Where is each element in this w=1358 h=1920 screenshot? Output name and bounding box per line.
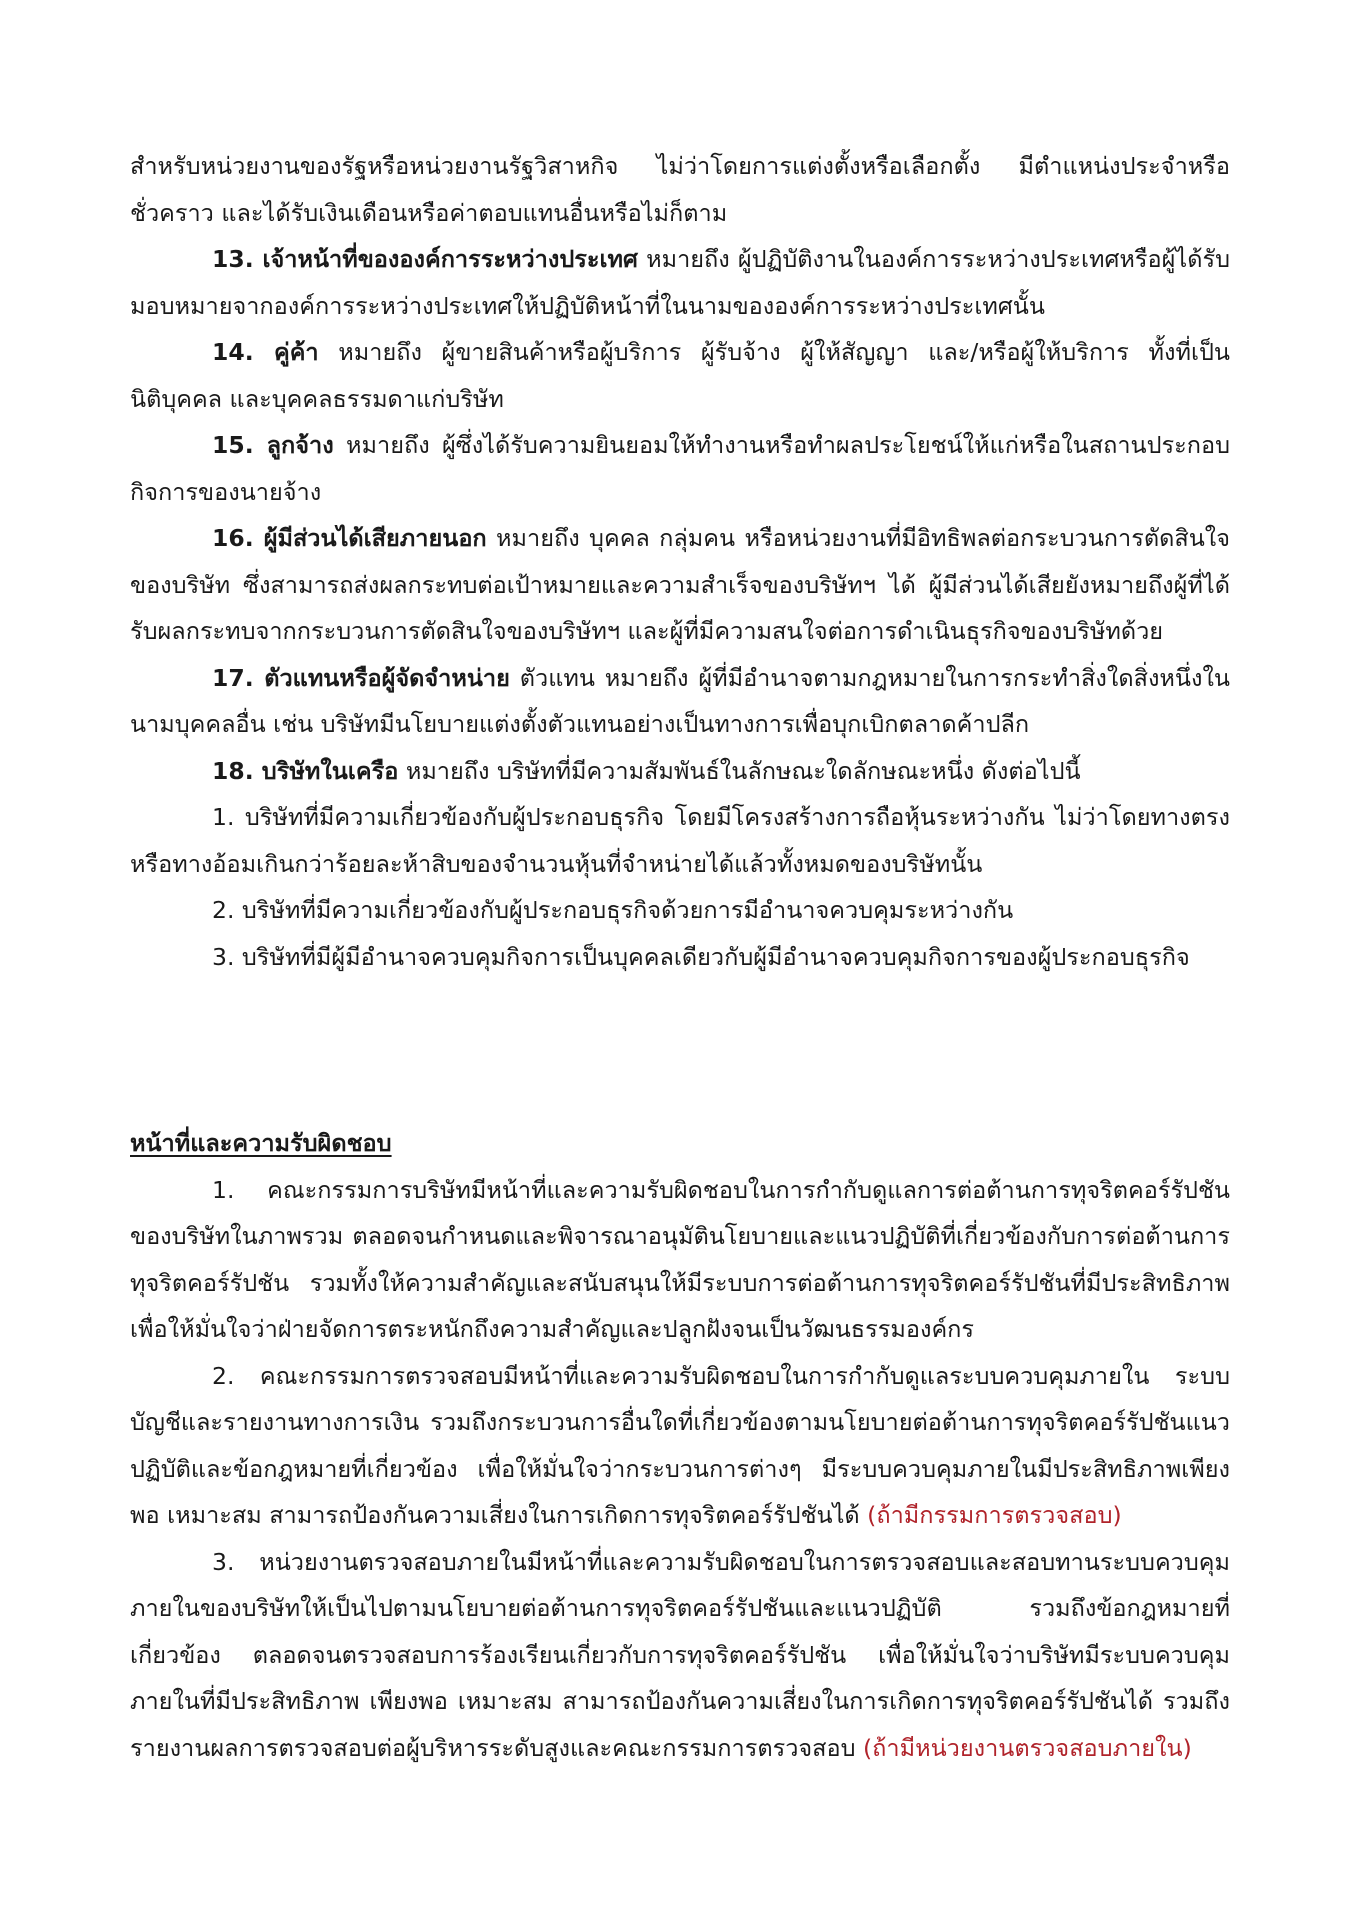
document-page bbox=[130, 143, 1230, 1771]
duty-item-2 bbox=[130, 1353, 1230, 1539]
definition-term: 14. คู่ค้า bbox=[212, 338, 319, 366]
duties-heading: หน้าที่และความรับผิดชอบ bbox=[130, 1129, 392, 1157]
definition-text: หมายถึง ผู้ปฏิบัติงานในองค์การระหว่างประเทศหรือผู้ได้รับมอบหมายจากองค์การระหว่างประเทศให้ปฏิบัติหน้าที่ในนามขององค์การระหว่างประเทศนั้น bbox=[130, 245, 1230, 320]
definition-text: หมายถึง ผู้ซึ่งได้รับความยินยอมให้ทำงานหรือทำผลประโยชน์ให้แก่หรือในสถานประกอบกิจการของนายจ้าง bbox=[130, 431, 1230, 506]
definition-term: 16. ผู้มีส่วนได้เสียภายนอก bbox=[212, 524, 487, 552]
definition-14 bbox=[130, 329, 1230, 422]
definition-18 bbox=[130, 748, 1230, 795]
duty-note: (ถ้ามีหน่วยงานตรวจสอบภายใน) bbox=[863, 1733, 1192, 1762]
definition-17 bbox=[130, 655, 1230, 748]
definition-term: 15. ลูกจ้าง bbox=[212, 431, 334, 459]
definition-text: หมายถึง บริษัทที่มีความสัมพันธ์ในลักษณะใดลักษณะหนึ่ง ดังต่อไปนี้ bbox=[398, 756, 1081, 785]
definition-text: ตัวแทน หมายถึง ผู้ที่มีอำนาจตามกฎหมายในการกระทำสิ่งใดสิ่งหนึ่งในนามบุคคลอื่น เช่น บริษัทมีนโยบายแต่งตั้งตัวแทนอย่างเป็นทางการเพื่อบุกเบิกตลาดค้าปลีก bbox=[130, 663, 1230, 738]
definition-text: หมายถึง ผู้ขายสินค้าหรือผู้บริการ ผู้รับจ้าง ผู้ให้สัญญา และ/หรือผู้ให้บริการ ทั้งที่เป็นนิติบุคคล และบุคคลธรรมดาแก่บริษัท bbox=[130, 338, 1230, 413]
definition-term: 13. เจ้าหน้าที่ขององค์การระหว่างประเทศ bbox=[212, 245, 638, 273]
affiliate-subitem-2: 2. บริษัทที่มีความเกี่ยวข้องกับผู้ประกอบธุรกิจด้วยการมีอำนาจควบคุมระหว่างกัน bbox=[212, 896, 1014, 924]
section-spacer bbox=[130, 980, 1230, 1120]
duty-note: (ถ้ามีกรรมการตรวจสอบ) bbox=[867, 1501, 1122, 1529]
definition-16 bbox=[130, 515, 1230, 655]
definition-continuation: สำหรับหน่วยงานของรัฐหรือหน่วยงานรัฐวิสาหกิจ ไม่ว่าโดยการแต่งตั้งหรือเลือกตั้ง มีตำแหน่งประจำหรือชั่วคราว และได้รับเงินเดือนหรือค่าตอบแทนอื่นหรือไม่ก็ตาม bbox=[130, 152, 1230, 227]
definition-13 bbox=[130, 236, 1230, 329]
affiliate-subitem-3: 3. บริษัทที่มีผู้มีอำนาจควบคุมกิจการเป็นบุคคลเดียวกับผู้มีอำนาจควบคุมกิจการของผู้ประกอบธุรกิจ bbox=[212, 942, 1190, 971]
definition-15 bbox=[130, 422, 1230, 515]
definition-text: หมายถึง บุคคล กลุ่มคน หรือหน่วยงานที่มีอิทธิพลต่อกระบวนการตัดสินใจของบริษัท ซึ่งสามารถส่งผลกระทบต่อเป้าหมายและความสำเร็จของบริษัทฯ ได้ ผู้มีส่วนได้เสียยังหมายถึงผู้ที่ได้รับผลกระทบจากกระบวนการตัดสินใจของบริษัทฯ และผู้ที่มีความสนใจต่อการดำเนินธุรกิจของบริษัทด้วย bbox=[130, 524, 1230, 645]
duty-text: 3. หน่วยงานตรวจสอบภายในมีหน้าที่และความรับผิดชอบในการตรวจสอบและสอบทานระบบควบคุมภายในของบริษัทให้เป็นไปตามนโยบายต่อต้านการทุจริตคอร์รัปชันและแนวปฏิบัติ รวมถึงข้อกฎหมายที่เกี่ยวข้อง ตลอดจนตรวจสอบการร้องเรียนเกี่ยวกับการทุจริตคอร์รัปชัน เพื่อให้มั่นใจว่าบริษัทมีระบบควบคุมภายในที่มีประสิทธิภาพ เพียงพอ เหมาะสม สามารถป้องกันความเสี่ยงในการเกิดการทุจริตคอร์รัปชันได้ รวมถึงรายงานผลการตรวจสอบต่อผู้บริหารระดับสูงและคณะกรรมการตรวจสอบ bbox=[130, 1547, 1230, 1762]
duty-item-1 bbox=[130, 1167, 1230, 1353]
definition-term: 17. ตัวแทนหรือผู้จัดจำหน่าย bbox=[212, 663, 510, 692]
duty-item-3 bbox=[130, 1539, 1230, 1772]
duty-text: 1. คณะกรรมการบริษัทมีหน้าที่และความรับผิดชอบในการกำกับดูแลการต่อต้านการทุจริตคอร์รัปชันของบริษัทในภาพรวม ตลอดจนกำหนดและพิจารณาอนุมัตินโยบายและแนวปฏิบัติที่เกี่ยวข้องกับการต่อต้านการทุจริตคอร์รัปชัน รวมทั้งให้ความสำคัญและสนับสนุนให้มีระบบการต่อต้านการทุจริตคอร์รัปชันที่มีประสิทธิภาพ เพื่อให้มั่นใจว่าฝ่ายจัดการตระหนักถึงความสำคัญและปลูกฝังจนเป็นวัฒนธรรมองค์กร bbox=[130, 1175, 1230, 1343]
definition-term: 18. บริษัทในเครือ bbox=[212, 756, 399, 785]
affiliate-subitem-1: 1. บริษัทที่มีความเกี่ยวข้องกับผู้ประกอบธุรกิจ โดยมีโครงสร้างการถือหุ้นระหว่างกัน ไม่ว่าโดยทางตรงหรือทางอ้อมเกินกว่าร้อยละห้าสิบของจำนวนหุ้นที่จำหน่ายได้แล้วทั้งหมดของบริษัทนั้น bbox=[130, 803, 1230, 878]
duty-text: 2. คณะกรรมการตรวจสอบมีหน้าที่และความรับผิดชอบในการกำกับดูแลระบบควบคุมภายใน ระบบบัญชีและรายงานทางการเงิน รวมถึงกระบวนการอื่นใดที่เกี่ยวข้องตามนโยบายต่อต้านการทุจริตคอร์รัปชันแนวปฏิบัติและข้อกฎหมายที่เกี่ยวข้อง เพื่อให้มั่นใจว่ากระบวนการต่างๆ มีระบบควบคุมภายในมีประสิทธิภาพเพียงพอ เหมาะสม สามารถป้องกันความเสี่ยงในการเกิดการทุจริตคอร์รัปชันได้ bbox=[130, 1361, 1230, 1529]
